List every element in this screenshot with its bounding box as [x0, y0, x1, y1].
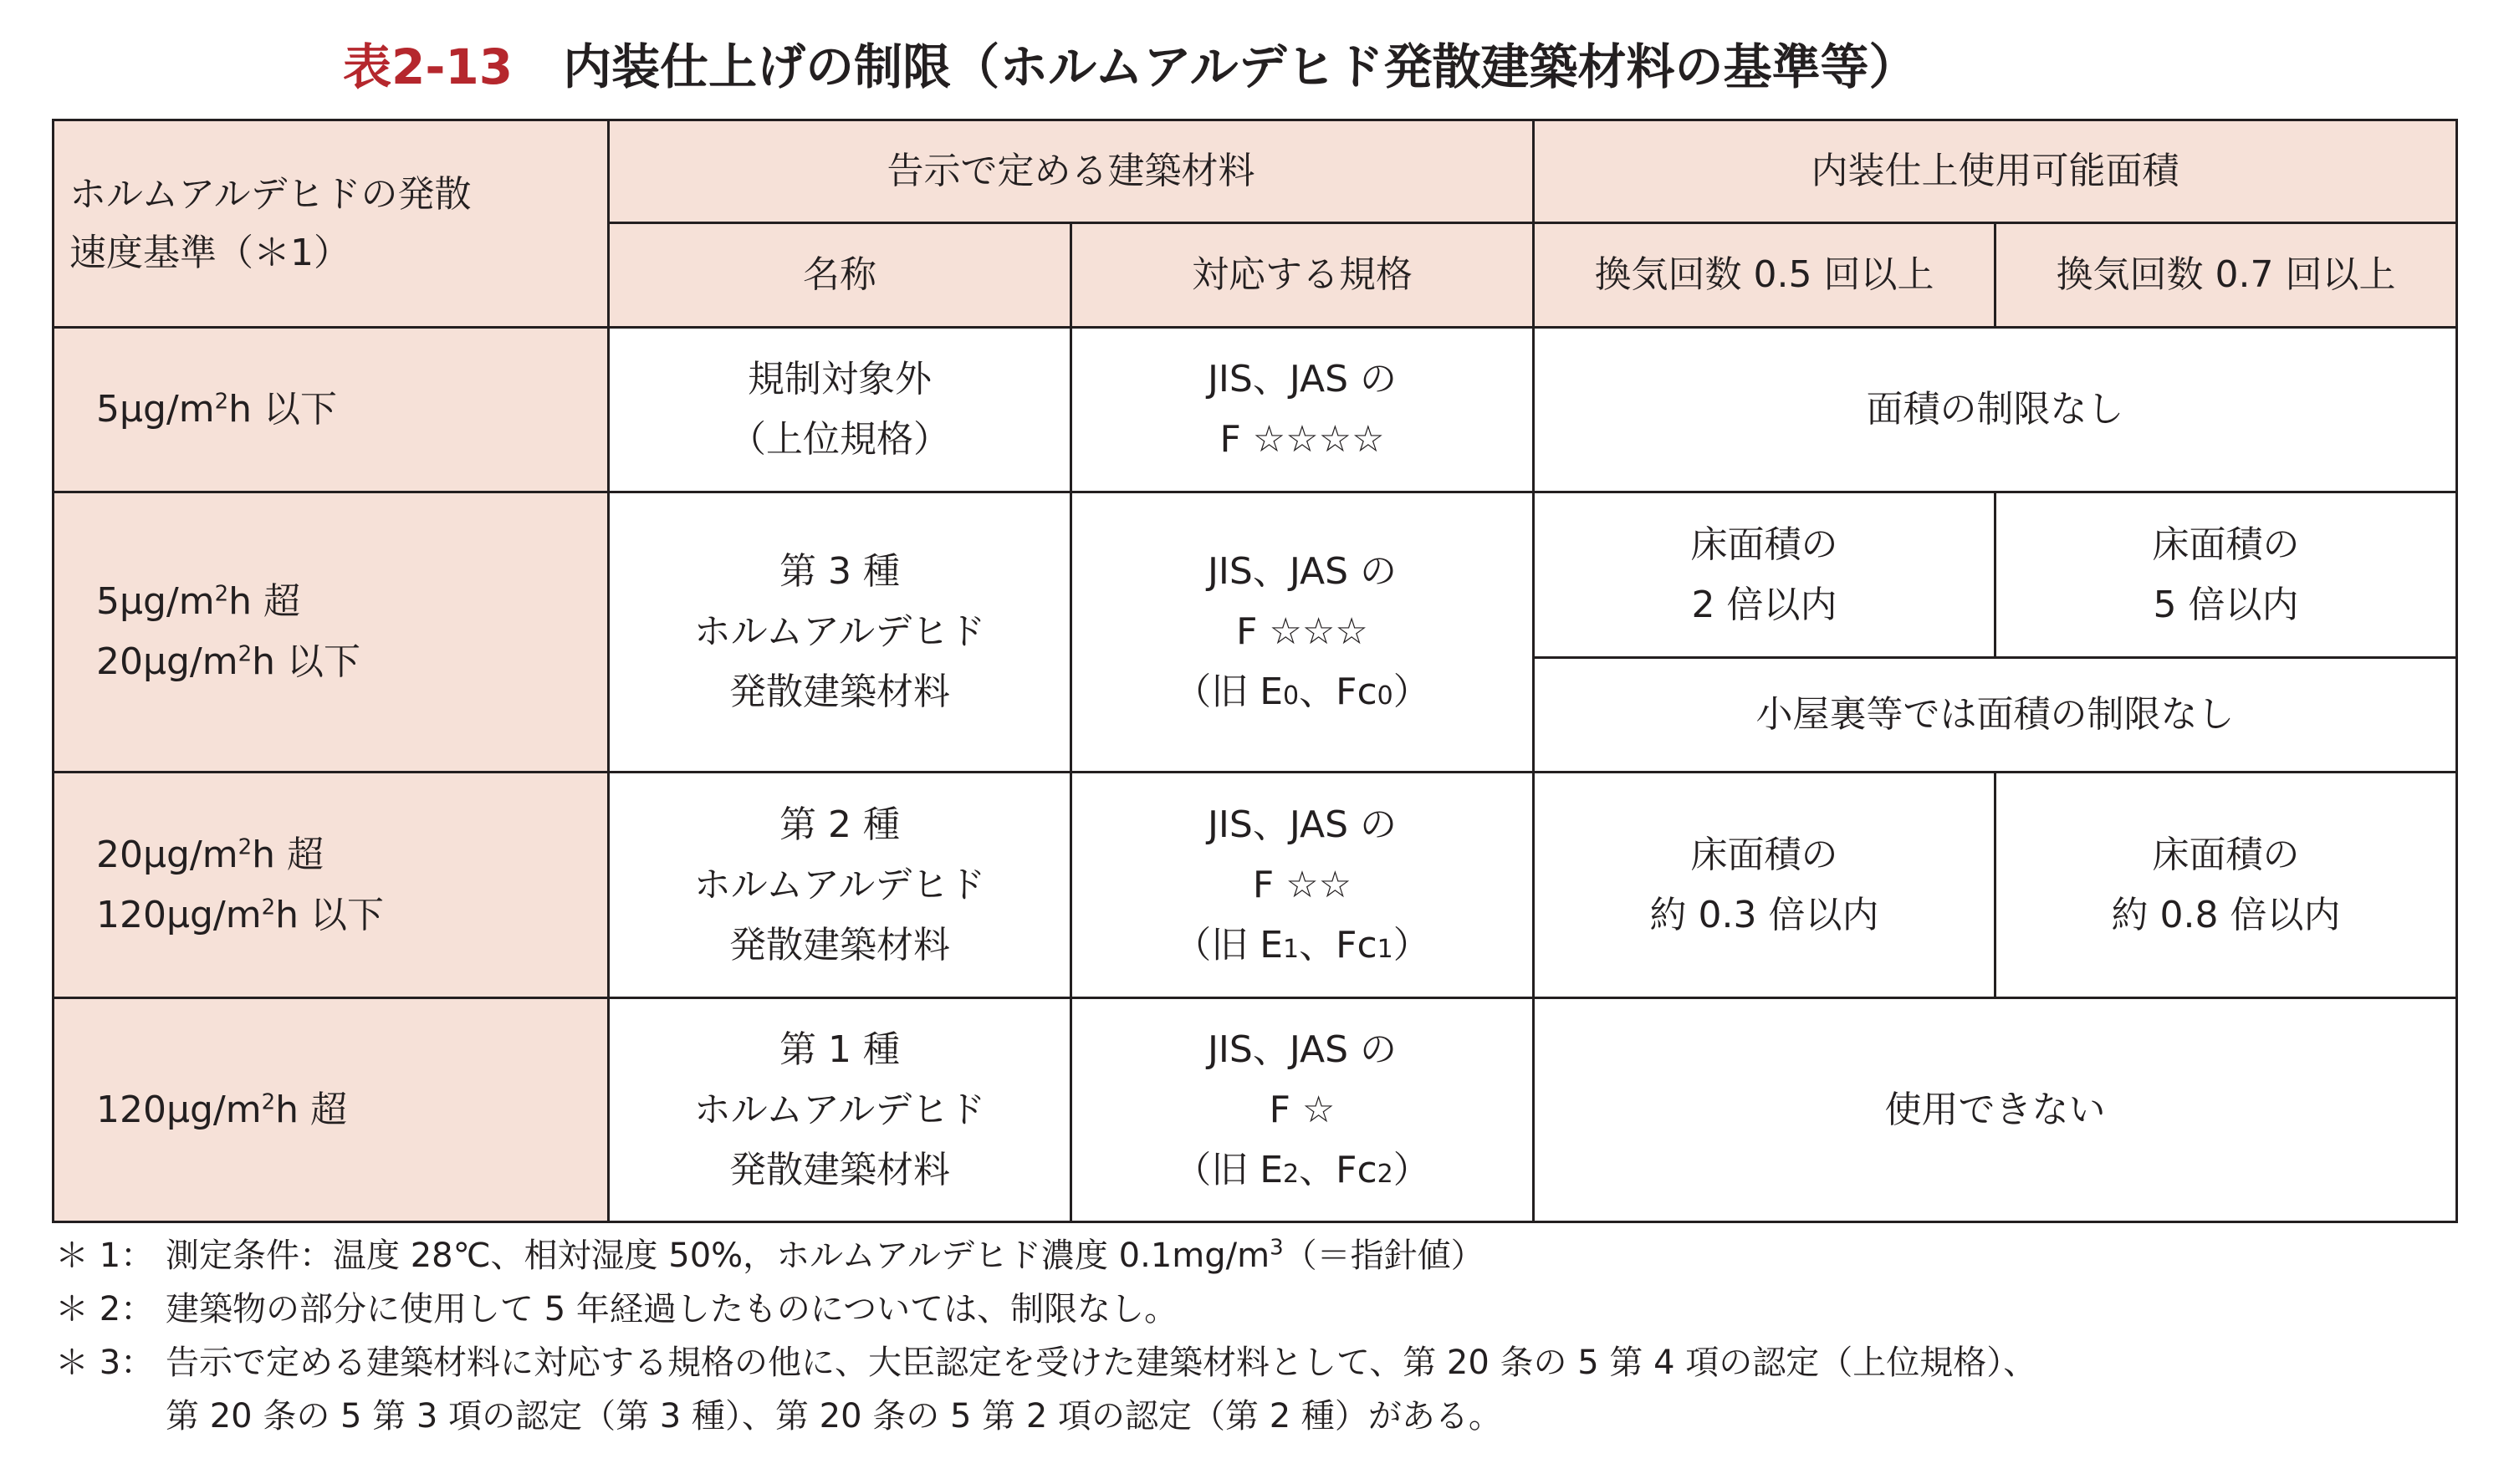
standard-sub: 0	[1283, 681, 1300, 711]
name-cell	[609, 998, 1071, 1222]
name-line: 第 1 種	[779, 1028, 900, 1071]
header-criteria	[54, 120, 609, 328]
footnote-text: 建築物の部分に使用して 5 年経過したものについては、制限なし。	[166, 1290, 1178, 1328]
standard-line: F ☆	[1269, 1088, 1336, 1131]
table-title	[343, 25, 1918, 109]
area-note-cell: 小屋裏等では面積の制限なし	[1534, 658, 2457, 773]
area-line: 2 倍以内	[1691, 583, 1837, 626]
header-area-group: 内装仕上使用可能面積	[1534, 120, 2457, 223]
criteria-pre: 20μg/m	[96, 833, 238, 876]
area-line: 5 倍以内	[2153, 583, 2299, 626]
standard-part: （旧 E	[1174, 1148, 1284, 1191]
standard-part: ）	[1392, 1148, 1430, 1191]
footnotes	[55, 1229, 2447, 1443]
criteria-post: h 以下	[228, 388, 338, 431]
name-line: 発散建築材料	[729, 923, 950, 966]
standard-sub: 0	[1377, 681, 1393, 711]
area-line: 約 0.8 倍以内	[2111, 893, 2341, 936]
criteria-line	[96, 380, 602, 440]
standard-part: ）	[1392, 923, 1430, 966]
criteria-line	[96, 825, 602, 885]
criteria-line	[96, 632, 602, 692]
area-line: 床面積の	[1690, 523, 1838, 566]
criteria-cell	[54, 998, 609, 1222]
footnote-text: 第 20 条の 5 第 3 項の認定（第 3 種）、第 20 条の 5 第 2 項の認定（第 2 種）がある。	[166, 1397, 1502, 1436]
header-materials-group: 告示で定める建築材料	[609, 120, 1534, 223]
area-cell: 使用できない	[1534, 998, 2457, 1222]
criteria-sup: 2	[238, 641, 253, 667]
area-07-cell	[1995, 492, 2457, 658]
criteria-cell	[54, 328, 609, 492]
name-line: 第 3 種	[779, 550, 900, 593]
header-criteria-line: 速度基準（＊1）	[69, 231, 350, 274]
area-07-cell	[1995, 773, 2457, 998]
header-criteria-line: ホルムアルデヒドの発散	[69, 172, 472, 216]
footnote-text: （＝指針値）	[1283, 1237, 1484, 1275]
standard-cell	[1071, 492, 1534, 773]
table-row	[54, 773, 2457, 998]
criteria-sup: 2	[261, 1089, 276, 1114]
area-cell: 面積の制限なし	[1534, 328, 2457, 492]
name-line: 第 2 種	[779, 803, 900, 846]
table-row	[54, 492, 2457, 658]
footnote-1	[55, 1229, 2447, 1283]
standard-cell	[1071, 998, 1534, 1222]
table-row	[54, 328, 2457, 492]
criteria-line	[96, 572, 602, 632]
name-cell	[609, 492, 1071, 773]
standard-line: F ☆☆	[1252, 863, 1352, 906]
name-line: 発散建築材料	[729, 1148, 950, 1191]
standard-line: F ☆☆☆	[1236, 610, 1368, 653]
name-line: ホルムアルデヒド	[693, 863, 986, 906]
criteria-line	[96, 1080, 602, 1140]
header-vent-07: 換気回数 0.7 回以上	[1995, 223, 2457, 328]
criteria-pre: 5μg/m	[96, 388, 215, 431]
standard-line: JIS、JAS の	[1207, 550, 1398, 593]
criteria-sup: 2	[214, 581, 229, 607]
table-title-text: 内装仕上げの制限（ホルムアルデヒド発散建築材料の基準等）	[563, 38, 1918, 95]
area-05-cell	[1534, 773, 1995, 998]
footnote-mark: ＊ 2：	[55, 1290, 155, 1328]
footnote-mark: ＊ 3：	[55, 1344, 155, 1382]
standard-cell	[1071, 328, 1534, 492]
standard-line	[1077, 662, 1527, 722]
criteria-sup: 2	[214, 389, 229, 415]
formaldehyde-restriction-table	[52, 119, 2458, 1223]
standard-line: JIS、JAS の	[1207, 1028, 1398, 1071]
standard-sub: 2	[1283, 1159, 1300, 1189]
standard-part: （旧 E	[1174, 671, 1284, 713]
standard-part: （旧 E	[1174, 923, 1284, 966]
standard-part: 、Fc	[1299, 923, 1377, 966]
criteria-pre: 20μg/m	[96, 640, 238, 683]
footnote-mark: ＊ 1：	[55, 1237, 155, 1275]
standard-line: F ☆☆☆☆	[1219, 418, 1385, 461]
table-number: 表2-13	[343, 38, 514, 95]
criteria-pre: 120μg/m	[96, 1088, 262, 1131]
standard-part: 、Fc	[1299, 1148, 1377, 1191]
name-cell	[609, 328, 1071, 492]
area-line: 床面積の	[2152, 523, 2300, 566]
footnote-text: 告示で定める建築材料に対応する規格の他に、大臣認定を受けた建築材料として、第 20 条の 5 第 4 項の認定（上位規格）、	[166, 1344, 2037, 1382]
criteria-line	[96, 885, 602, 946]
standard-line: JIS、JAS の	[1207, 803, 1398, 846]
header-row-1	[54, 120, 2457, 223]
footnote-2	[55, 1283, 2447, 1336]
footnote-sup: 3	[1270, 1235, 1284, 1261]
header-standard: 対応する規格	[1071, 223, 1534, 328]
standard-sub: 1	[1377, 934, 1393, 964]
criteria-pre: 5μg/m	[96, 580, 215, 623]
header-vent-05: 換気回数 0.5 回以上	[1534, 223, 1995, 328]
standard-line	[1077, 915, 1527, 976]
criteria-cell	[54, 492, 609, 773]
standard-part: 、Fc	[1299, 671, 1377, 713]
standard-sub: 1	[1283, 934, 1300, 964]
table-row	[54, 998, 2457, 1222]
criteria-post: h 以下	[252, 640, 361, 683]
criteria-post: h 超	[228, 580, 301, 623]
criteria-sup: 2	[238, 834, 253, 859]
standard-cell	[1071, 773, 1534, 998]
name-line: （上位規格）	[729, 418, 950, 461]
standard-line: JIS、JAS の	[1207, 358, 1398, 400]
criteria-post: h 超	[252, 833, 324, 876]
header-name: 名称	[609, 223, 1071, 328]
criteria-post: h 超	[275, 1088, 348, 1131]
area-line: 床面積の	[2152, 833, 2300, 876]
criteria-post: h 以下	[275, 893, 385, 936]
area-line: 約 0.3 倍以内	[1649, 893, 1879, 936]
area-line: 床面積の	[1690, 833, 1838, 876]
standard-sub: 2	[1377, 1159, 1393, 1189]
name-line: 規制対象外	[748, 358, 932, 400]
footnote-3	[55, 1336, 2447, 1443]
criteria-sup: 2	[261, 894, 276, 920]
name-line: ホルムアルデヒド	[693, 1088, 986, 1131]
criteria-pre: 120μg/m	[96, 893, 262, 936]
criteria-cell	[54, 773, 609, 998]
name-cell	[609, 773, 1071, 998]
name-line: 発散建築材料	[729, 671, 950, 713]
standard-part: ）	[1392, 671, 1430, 713]
area-05-cell	[1534, 492, 1995, 658]
footnote-text: 測定条件：温度 28℃、相対湿度 50%，ホルムアルデヒド濃度 0.1mg/m	[166, 1237, 1270, 1275]
name-line: ホルムアルデヒド	[693, 610, 986, 653]
standard-line	[1077, 1140, 1527, 1201]
